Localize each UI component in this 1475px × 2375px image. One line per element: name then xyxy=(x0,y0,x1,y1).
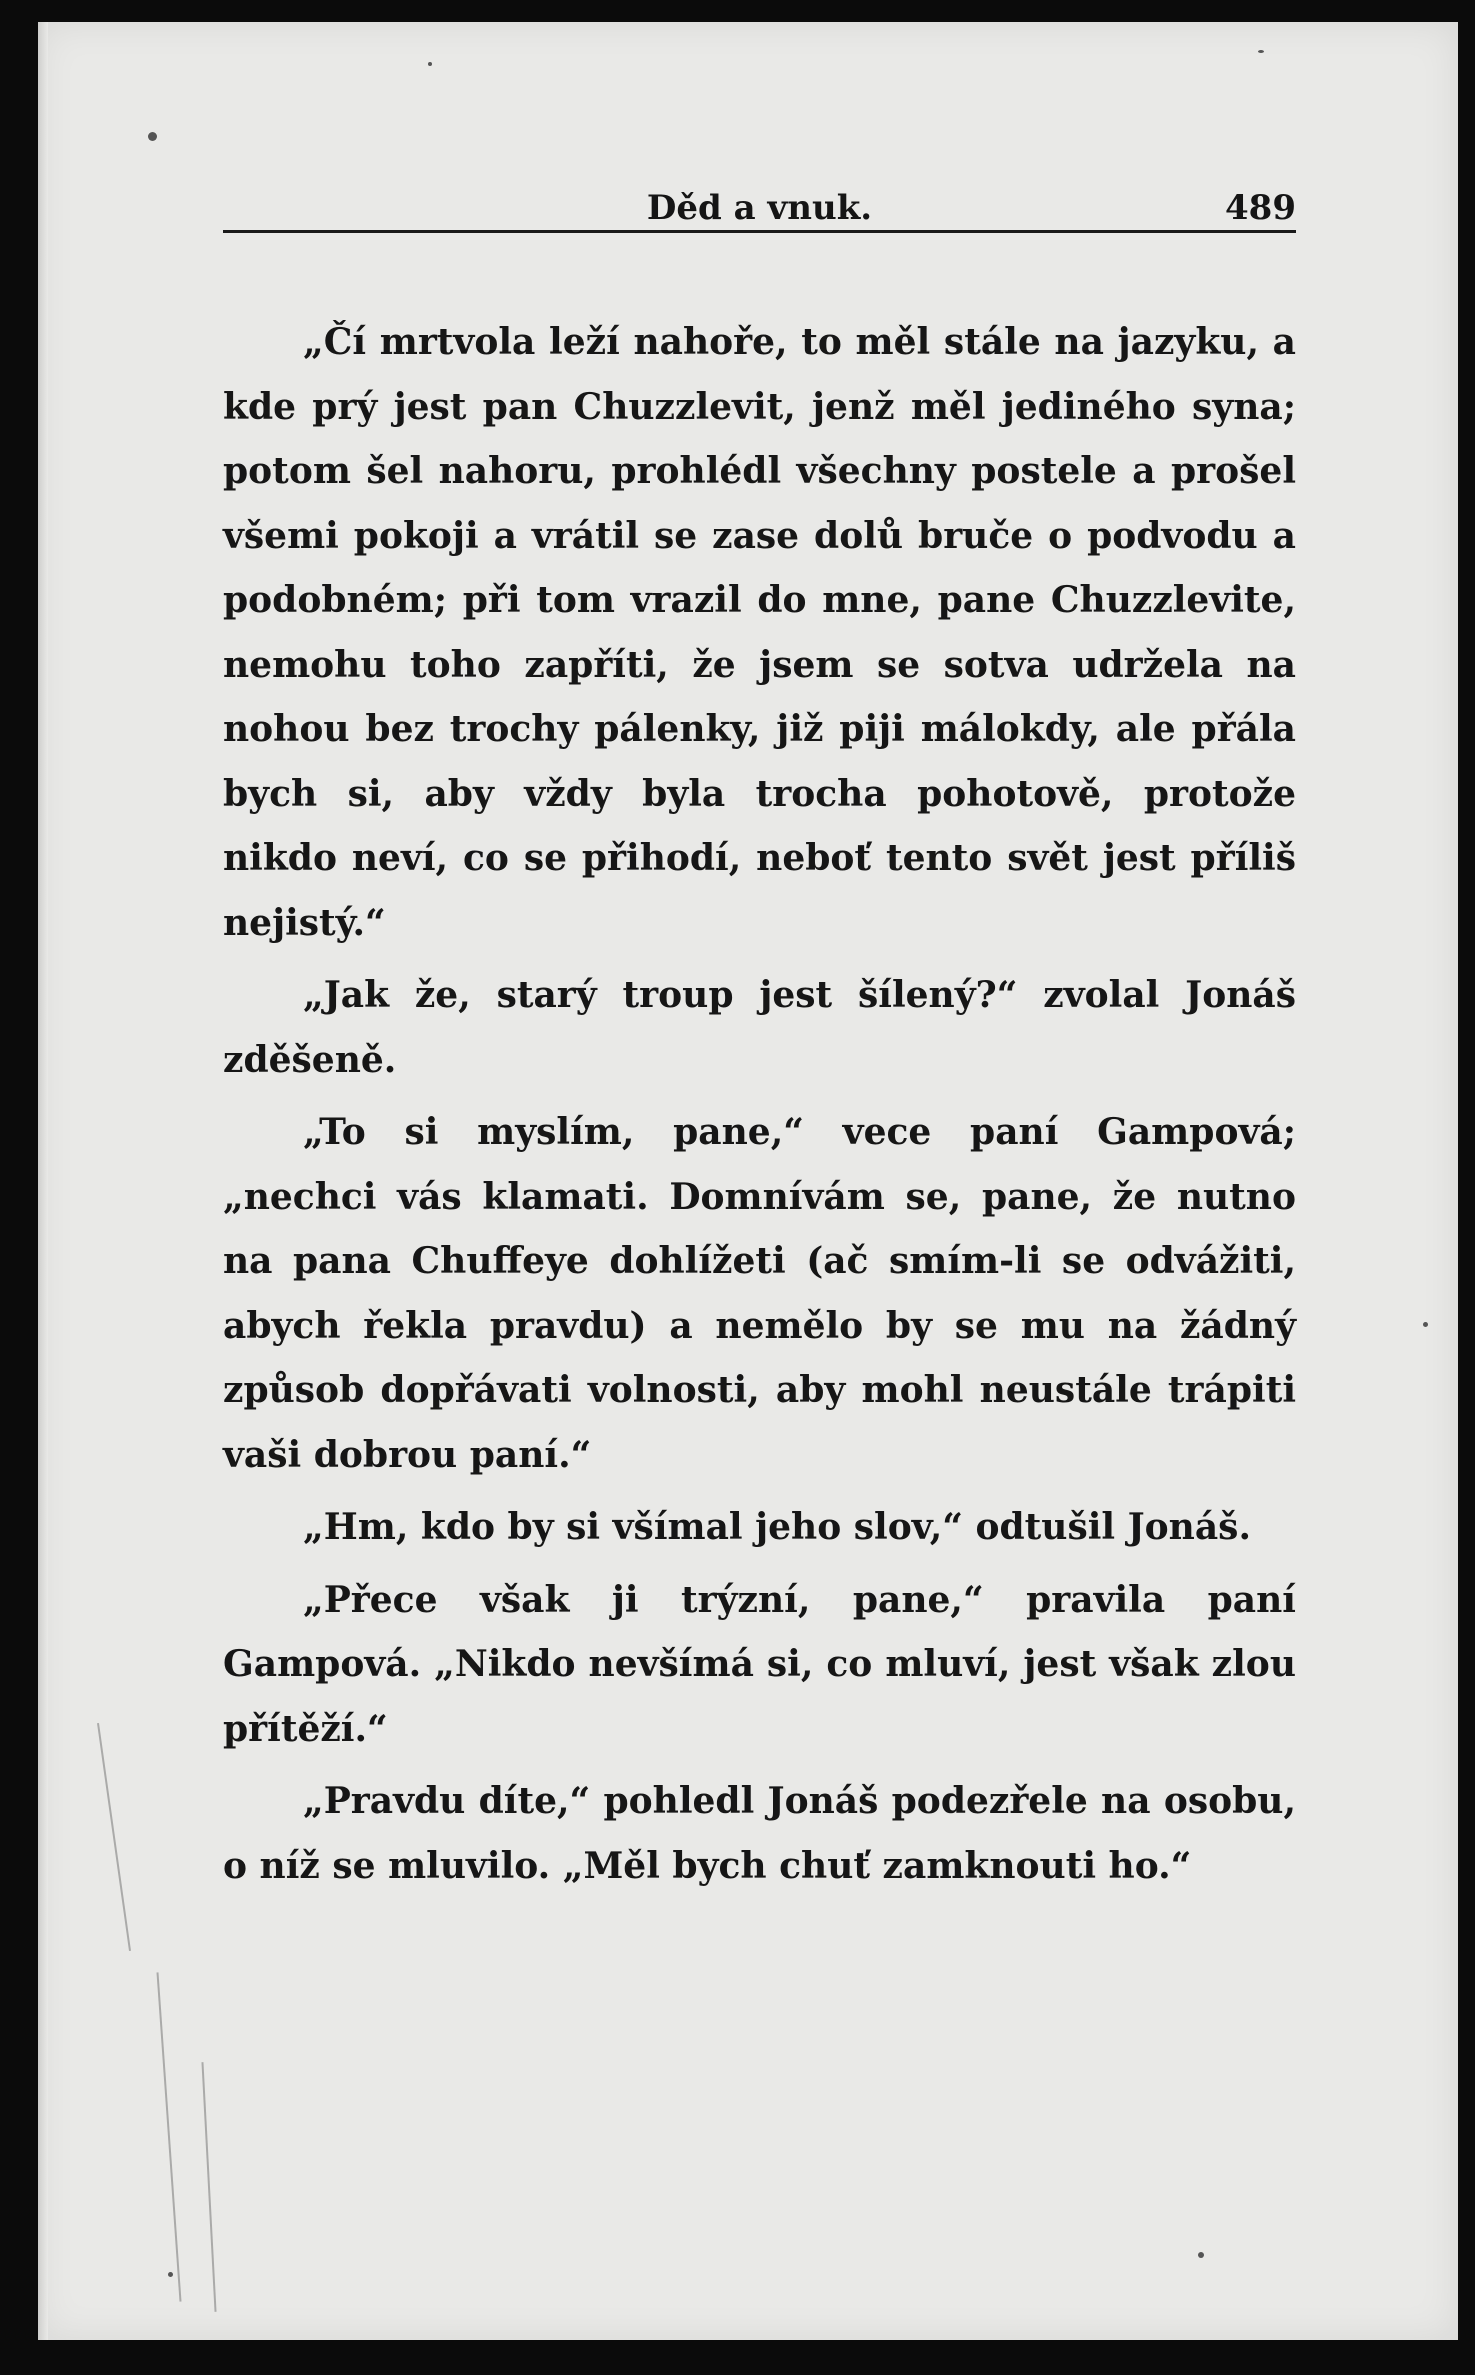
running-head xyxy=(223,170,1296,233)
speck xyxy=(168,2272,173,2277)
page-number: 489 xyxy=(1225,188,1296,228)
book-page xyxy=(38,22,1458,2340)
running-head-title: Děd a vnuk. xyxy=(646,188,873,228)
paragraph: „Jak že, starý troup jest šílený?“ zvolal Jonáš zděšeně. xyxy=(223,974,1296,1081)
gutter-scratch xyxy=(201,2062,216,2312)
gutter-scratch xyxy=(156,1972,181,2301)
paragraph: „Pravdu díte,“ pohledl Jonáš podezřele na osobu, o níž se mluvilo. „Měl bych chuť zamknouti ho.“ xyxy=(223,1780,1296,1887)
speck xyxy=(1423,1322,1428,1327)
gutter-scratch xyxy=(97,1723,131,1951)
paragraph: „Přece však ji trýzní, pane,“ pravila paní Gampová. „Nikdo nevšímá si, co mluví, jest však zlou přítěží.“ xyxy=(223,1578,1296,1750)
paragraph: „To si myslím, pane,“ vece paní Gampová; „nechci vás klamati. Domnívám se, pane, že nutno na pana Chuffeye dohlížeti (ač smím-li se odvážiti, abych řekla pravdu) a nemělo by se mu na žádný způsob dopřávati volnosti, aby mohl neustále trápiti vaši dobrou paní.“ xyxy=(223,1111,1296,1476)
speck xyxy=(148,132,157,141)
paragraph: „Hm, kdo by si všímal jeho slov,“ odtušil Jonáš. xyxy=(303,1506,1251,1548)
page-edge-shadow xyxy=(38,22,48,2340)
speck xyxy=(428,62,432,66)
paragraph: „Čí mrtvola leží nahoře, to měl stále na jazyku, a kde prý jest pan Chuzzlevit, jenž měl jediného syna; potom šel nahoru, prohlédl všechny postele a prošel všemi pokoji a vrátil se zase dolů bruče o podvodu a podobném; při tom vrazil do mne, pane Chuzzlevite, nemohu toho zapříti, že jsem se sotva udržela na nohou bez trochy pálenky, již piji málokdy, ale přála bych si, aby vždy byla trocha pohotově, protože nikdo neví, co se přihodí, neboť tento svět jest příliš nejistý.“ xyxy=(223,321,1296,944)
speck xyxy=(1198,2252,1204,2258)
body-text xyxy=(223,310,1296,1906)
speck xyxy=(1258,50,1264,53)
